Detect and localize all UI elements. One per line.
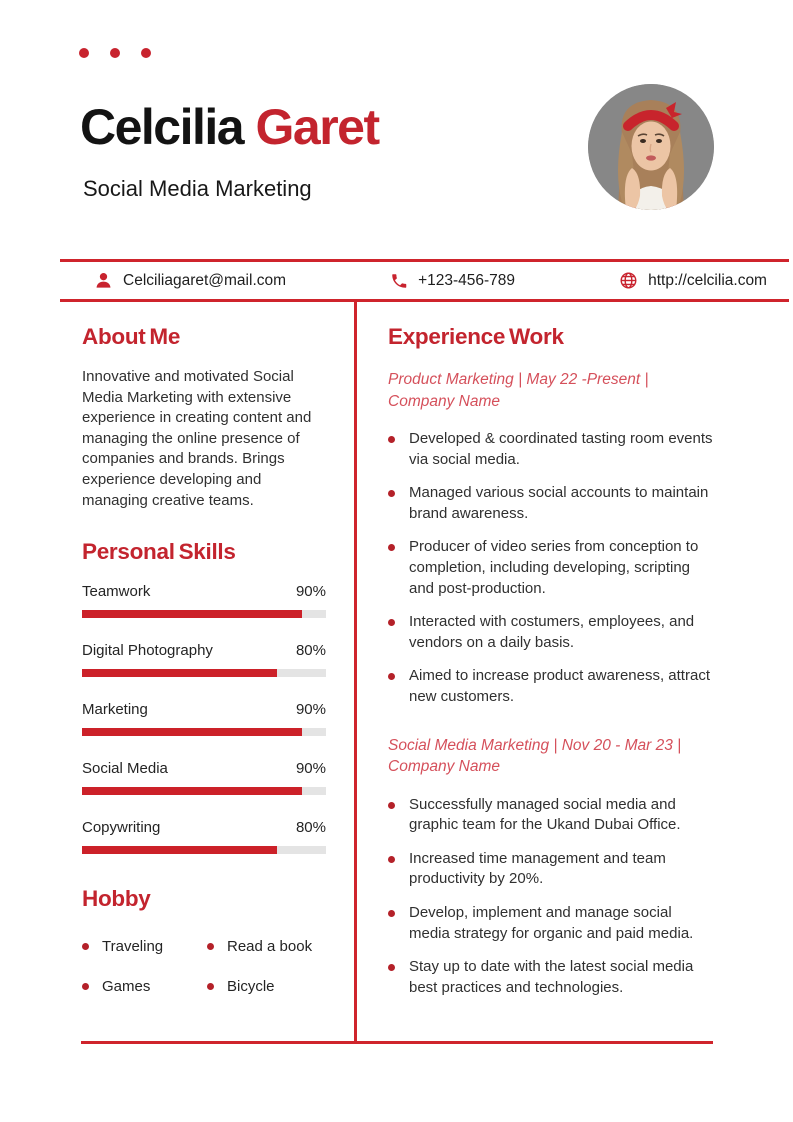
contact-email[interactable] [94,271,286,290]
red-dot-icon [141,48,151,58]
skill-label: Copywriting [82,819,161,837]
about-text: Innovative and motivated Social Media Marketing with extensive experience in creating content and managing the online presence of companies and brands. Brings experience developing and managing creative teams. [82,368,312,509]
hobby-item [207,978,326,995]
skill-row [82,819,326,854]
job-bullet [388,903,714,944]
skill-labels [82,701,326,719]
bullet-dot-icon [388,673,395,680]
job-bullet-list [388,795,714,999]
hobby-label: Bicycle [227,978,275,996]
job-bullet [388,429,714,470]
job-company-line: Company Name [388,758,500,776]
hobby-item [82,938,207,955]
decorative-dots [79,48,151,58]
skill-bar-track [82,787,326,795]
job-bullet-list [388,429,714,708]
job-bullet [388,537,714,599]
job-bullet [388,957,714,998]
skill-percent: 90% [295,760,326,778]
jobs-list [388,369,714,998]
contact-phone[interactable] [390,272,515,290]
hobby-heading: Hobby [82,886,151,912]
bullet-dot-icon [207,983,214,990]
skill-bar-track [82,846,326,854]
person-name [80,98,379,156]
skill-labels [82,760,326,778]
hobby-item [207,938,326,955]
skill-bar-track [82,669,326,677]
skill-label: Digital Photography [82,642,213,660]
hobby-label: Games [102,978,151,996]
skills-heading: Personal Skills [82,539,236,565]
job-bullet-text: Interacted with costumers, employees, and vendors on a daily basis. [409,613,695,651]
job-entry [388,369,714,708]
bullet-dot-icon [388,619,395,626]
bullet-dot-icon [388,436,395,443]
phone-icon [390,272,408,290]
experience-heading: Experience Work [388,324,564,349]
globe-icon [619,271,638,290]
job-bullet [388,795,714,836]
bullet-dot-icon [388,802,395,809]
job-bullet-text: Aimed to increase product awareness, attract new customers. [409,667,710,705]
skill-bar-fill [82,787,302,795]
job-title-line: Product Marketing | May 22 -Present | [388,371,649,388]
job-company-line: Company Name [388,392,500,410]
job-bullet [388,483,714,524]
skill-labels [82,819,326,837]
job-bullet-text: Developed & coordinated tasting room events via social media. [409,430,713,468]
job-bullet-text: Managed various social accounts to maintain brand awareness. [409,484,709,522]
bottom-divider-line [81,1041,713,1044]
skill-labels [82,642,326,660]
skill-row [82,701,326,736]
bullet-dot-icon [388,964,395,971]
right-column [388,322,714,1011]
hobby-label: Traveling [102,938,164,956]
first-name: Celcilia [80,99,256,155]
skill-label: Social Media [82,760,168,778]
skill-bar-track [82,610,326,618]
job-title [388,369,714,412]
red-dot-icon [79,48,89,58]
skill-bar-fill [82,669,277,677]
last-name: Garet [255,99,379,155]
job-bullet [388,666,714,707]
bullet-dot-icon [388,910,395,917]
job-title-line: Social Media Marketing | Nov 20 - Mar 23 | [388,736,682,754]
skill-percent: 90% [295,583,326,601]
skill-row [82,583,326,618]
bullet-dot-icon [388,856,395,863]
contact-website[interactable] [619,271,767,290]
red-dot-icon [110,48,120,58]
person-icon [94,271,113,290]
job-bullet-text: Increased time management and team productivity by 20%. [409,849,666,888]
skill-label: Marketing [82,701,148,719]
skill-row [82,760,326,795]
skill-bar-fill [82,728,302,736]
skill-bar-fill [82,846,277,854]
skill-label: Teamwork [82,583,151,601]
hobby-item [82,978,207,995]
contact-phone-text: +123-456-789 [418,271,516,289]
skill-percent: 90% [295,701,326,719]
bullet-dot-icon [82,983,89,990]
contact-bar [60,259,789,302]
contact-website-text: http://celcilia.com [648,271,767,289]
bullet-dot-icon [388,490,395,497]
job-bullet-text: Producer of video series from conception to completion, including developing, scripting and post-production. [409,538,699,597]
skill-bar-fill [82,610,302,618]
hobby-list [82,938,326,995]
column-divider-line [354,302,357,1041]
profile-photo [588,84,714,210]
job-title [388,735,714,778]
job-bullet-text: Develop, implement and manage social media strategy for organic and paid media. [409,903,694,942]
about-heading: About Me [82,324,181,349]
hobby-label: Read a book [227,938,313,956]
job-bullet [388,849,714,890]
skill-bar-track [82,728,326,736]
skill-percent: 80% [295,819,326,837]
job-bullet [388,612,714,653]
job-title-subtitle: Social Media Marketing [83,176,312,201]
job-bullet-text: Successfully managed social media and graphic team for the Ukand Dubai Office. [409,795,681,834]
bullet-dot-icon [388,544,395,551]
skills-list [82,583,326,854]
bullet-dot-icon [207,943,214,950]
left-column [82,322,326,995]
skill-percent: 80% [295,642,326,660]
bullet-dot-icon [82,943,89,950]
job-entry [388,735,714,999]
contact-email-text: Celciliagaret@mail.com [123,271,287,289]
job-bullet-text: Stay up to date with the latest social media best practices and technologies. [409,958,694,996]
skill-labels [82,583,326,601]
skill-row [82,642,326,677]
portrait-illustration [588,84,714,210]
